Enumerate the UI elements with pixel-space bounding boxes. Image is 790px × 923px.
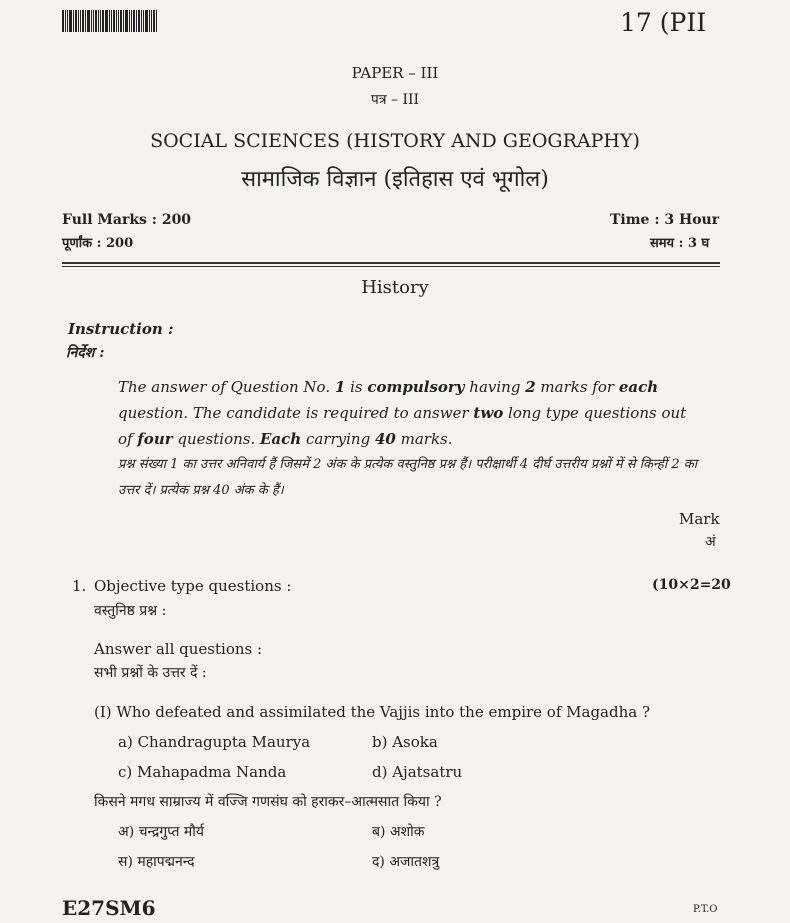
booklet-code: E27SM6 (62, 896, 156, 920)
subject-title-hi: सामाजिक विज्ञान (इतिहास एवं भूगोल) (241, 167, 549, 192)
barcode (62, 10, 188, 32)
option-c-en: c) Mahapadma Nanda (118, 763, 287, 781)
instruction-text-hi: प्रश्न संख्या 1 का उत्तर अनिवार्य हैं जिसमें 2 अंक के प्रत्येक वस्तुनिष्ठ प्रश्न हैं। परीक्षार्थी 4 दीर्घ उत्तरीय प्रश्नों में से किन्हीं 2 का उत्तर दें। प्रत्येक प्रश्न 40 अंक के हैं। (118, 457, 698, 498)
option-d-en: d) Ajatsatru (372, 763, 463, 781)
option-b-hi: ब) अशोक (372, 824, 425, 840)
sub-question-hi: किसने मगध साम्राज्य में वज्जि गणसंघ को हराकर–आत्मसात किया ? (94, 794, 442, 810)
answer-all-en: Answer all questions : (94, 640, 263, 658)
paper-number-hi: पत्र – III (370, 92, 420, 108)
option-b-en: b) Asoka (372, 733, 438, 751)
divider (62, 266, 720, 267)
option-c-hi: स) महापद्मनन्द (118, 854, 195, 870)
question-marks: (10×2=20 (652, 577, 731, 593)
paper-code: 17 (PII (620, 8, 707, 37)
question-heading-hi: वस्तुनिष्ठ प्रश्न : (94, 603, 167, 619)
pto-label: P.T.O (693, 904, 718, 915)
full-marks-en: Full Marks : 200 (62, 212, 192, 228)
subject-title-en: SOCIAL SCIENCES (HISTORY AND GEOGRAPHY) (150, 130, 640, 152)
option-a-en: a) Chandragupta Maurya (118, 733, 311, 751)
instruction-label-hi: निर्देश : (66, 345, 105, 361)
instruction-text-en: The answer of Question No. 1 is compulsory having 2 marks for each question. The candidate is required to answer two long type questions out of four questions. Each carrying 40 marks. (118, 378, 687, 448)
option-a-hi: अ) चन्द्रगुप्त मौर्य (118, 824, 205, 840)
option-d-hi: द) अजातशत्रु (372, 854, 440, 870)
full-marks-hi: पूर्णांक : 200 (62, 236, 134, 251)
sub-question-en: (I) Who defeated and assimilated the Vajjis into the empire of Magadha ? (94, 703, 651, 721)
section-title: History (361, 277, 429, 298)
question-number: 1. (72, 577, 87, 595)
marks-column-en: Mark (679, 510, 720, 528)
marks-column-hi: अं (705, 534, 716, 550)
paper-number-en: PAPER – III (351, 64, 439, 82)
time-en: Time : 3 Hour (610, 212, 720, 228)
divider (62, 262, 720, 264)
question-heading-en: Objective type questions : (94, 577, 292, 595)
time-hi: समय : 3 घ (650, 236, 710, 251)
answer-all-hi: सभी प्रश्नों के उत्तर दें : (94, 665, 207, 681)
instruction-label-en: Instruction : (68, 320, 174, 338)
